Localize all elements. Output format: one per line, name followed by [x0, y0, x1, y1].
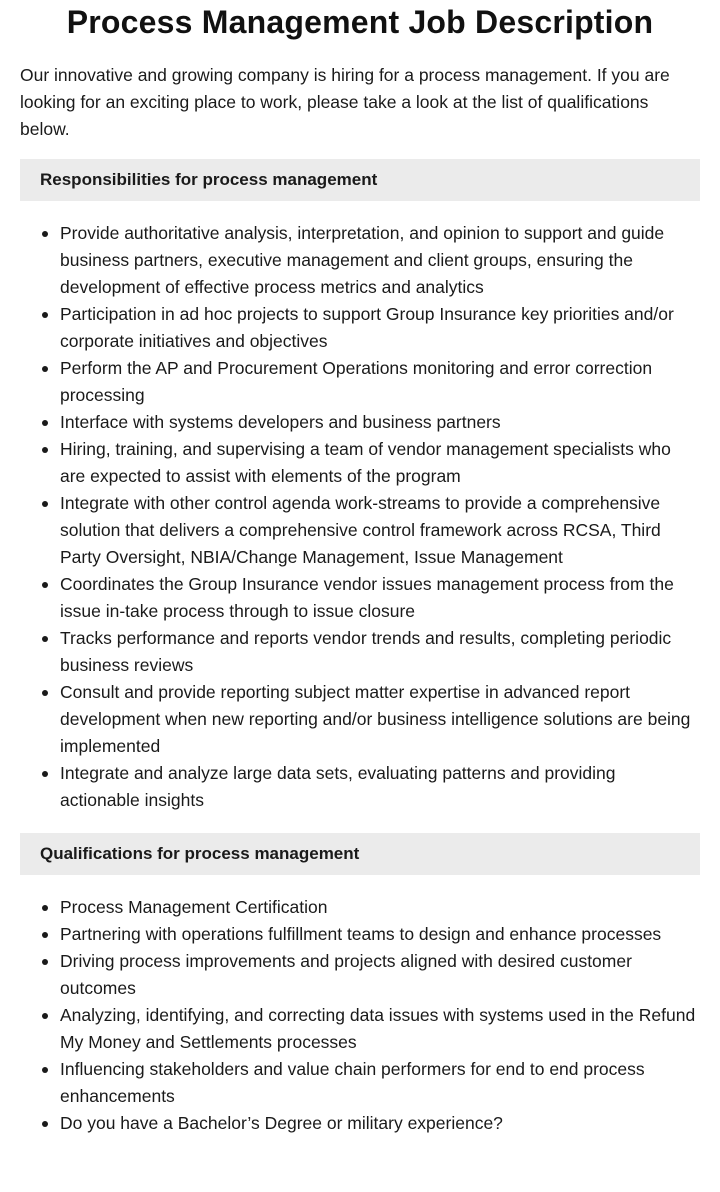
list-item — [60, 1110, 700, 1137]
list-item — [60, 355, 700, 409]
list-item — [60, 571, 700, 625]
qualifications-list — [20, 894, 700, 1137]
bullet-icon — [42, 231, 48, 237]
list-item-text: Do you have a Bachelor’s Degree or military experience? — [60, 1113, 503, 1133]
list-item-text: Tracks performance and reports vendor trends and results, completing periodic business reviews — [60, 628, 672, 675]
list-item — [60, 490, 700, 571]
list-item-text: Integrate with other control agenda work-streams to provide a comprehensive solution that delivers a comprehensive control framework across RCSA, Third Party Oversight, NBIA/Change Management, Issue Management — [60, 493, 661, 567]
list-item-text: Provide authoritative analysis, interpretation, and opinion to support and guide business partners, executive management and client groups, ensuring the development of effective process metrics and analytics — [60, 223, 665, 297]
page-title: Process Management Job Description — [66, 4, 654, 40]
list-item-text: Analyzing, identifying, and correcting data issues with systems used in the Refund My Money and Settlements processes — [60, 1005, 696, 1052]
bullet-icon — [42, 1067, 48, 1073]
list-item-text: Partnering with operations fulfillment teams to design and enhance processes — [60, 924, 662, 944]
bullet-icon — [42, 312, 48, 318]
bullet-icon — [42, 366, 48, 372]
bullet-icon — [42, 1013, 48, 1019]
list-item-text: Interface with systems developers and business partners — [60, 412, 501, 432]
list-item — [60, 921, 700, 948]
list-item — [60, 409, 700, 436]
bullet-icon — [42, 636, 48, 642]
bullet-icon — [42, 932, 48, 938]
bullet-icon — [42, 771, 48, 777]
list-item-text: Participation in ad hoc projects to support Group Insurance key priorities and/or corporate initiatives and objectives — [60, 304, 674, 351]
intro-paragraph: Our innovative and growing company is hiring for a process management. If you are looking for an exciting place to work, please take a look at the list of qualifications below. — [20, 65, 670, 139]
list-item-text: Coordinates the Group Insurance vendor issues management process from the issue in-take process through to issue closure — [60, 574, 674, 621]
list-item — [60, 760, 700, 814]
list-item — [60, 1056, 700, 1110]
bullet-icon — [42, 905, 48, 911]
responsibilities-list — [20, 220, 700, 814]
qualifications-heading: Qualifications for process management — [20, 833, 700, 875]
bullet-icon — [42, 447, 48, 453]
bullet-icon — [42, 582, 48, 588]
list-item — [60, 948, 700, 1002]
list-item — [60, 894, 700, 921]
list-item-text: Driving process improvements and projects aligned with desired customer outcomes — [60, 951, 632, 998]
list-item-text: Consult and provide reporting subject matter expertise in advanced report development when new reporting and/or business intelligence solutions are being implemented — [60, 682, 691, 756]
bullet-icon — [42, 501, 48, 507]
list-item-text: Hiring, training, and supervising a team of vendor management specialists who are expected to assist with elements of the program — [60, 439, 671, 486]
list-item — [60, 220, 700, 301]
list-item-text: Perform the AP and Procurement Operations monitoring and error correction processing — [60, 358, 653, 405]
bullet-icon — [42, 690, 48, 696]
list-item — [60, 679, 700, 760]
list-item-text: Influencing stakeholders and value chain performers for end to end process enhancements — [60, 1059, 645, 1106]
responsibilities-heading: Responsibilities for process management — [20, 159, 700, 201]
list-item-text: Process Management Certification — [60, 897, 328, 917]
list-item — [60, 436, 700, 490]
bullet-icon — [42, 420, 48, 426]
list-item — [60, 625, 700, 679]
bullet-icon — [42, 1121, 48, 1127]
bullet-icon — [42, 959, 48, 965]
list-item — [60, 301, 700, 355]
list-item-text: Integrate and analyze large data sets, evaluating patterns and providing actionable insights — [60, 763, 616, 810]
list-item — [60, 1002, 700, 1056]
